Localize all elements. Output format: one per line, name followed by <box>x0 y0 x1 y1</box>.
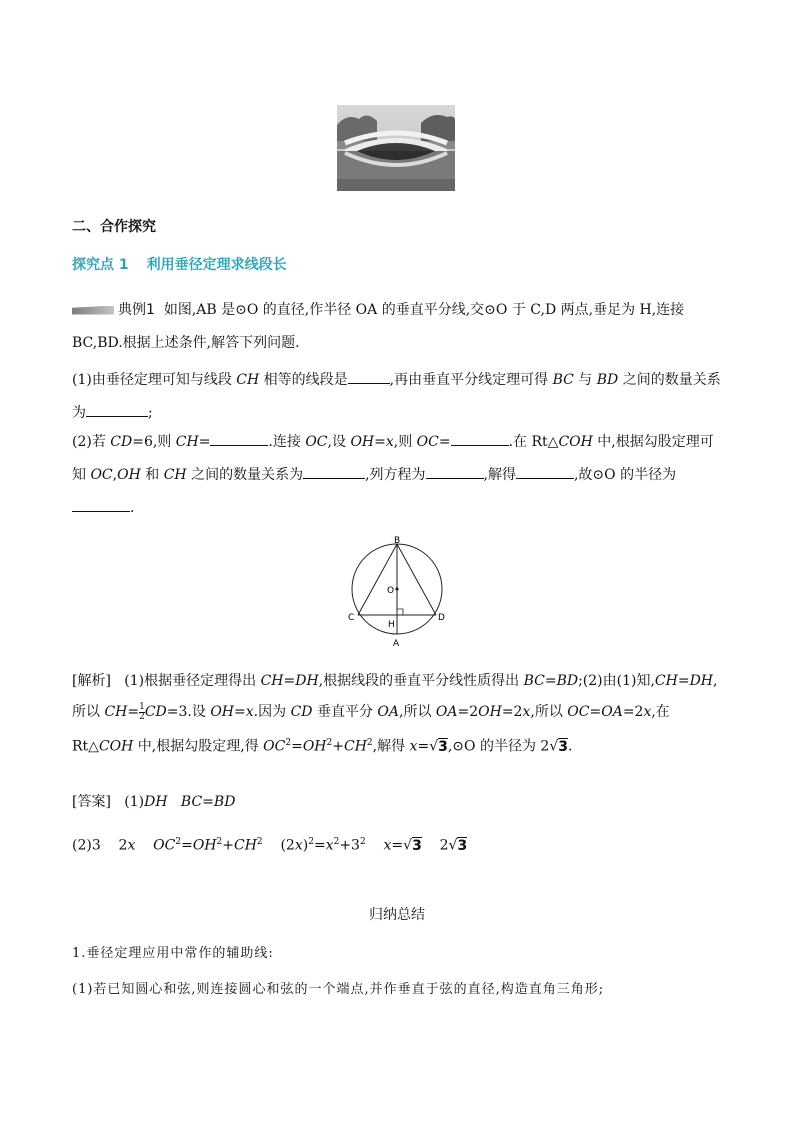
answer-blank[interactable] <box>210 431 268 446</box>
question-1: (1)由垂径定理可知与线段 CH 相等的线段是 ,再由垂直平分线定理可得 BC 与 BD 之间的数量关系为 ; <box>72 364 722 430</box>
example-problem <box>72 294 722 360</box>
circle-geometry-figure <box>345 535 455 650</box>
answer-blank[interactable] <box>303 464 365 479</box>
bridge-photo <box>337 105 455 191</box>
example-text: 如图,AB 是⊙O 的直径,作半径 OA 的垂直平分线,交⊙O 于 C,D 两点,垂足为 H,连接 BC,BD.根据上述条件,解答下列问题. <box>72 302 685 351</box>
answer-blank[interactable] <box>426 464 484 479</box>
label-A: A <box>393 639 400 649</box>
answer-line-2: (2)3 2x $OC^2=OH^2+CH^2$ $(2x)^2=x^2+3^2$ x=√3 2√3 <box>72 837 468 854</box>
example-label: 典例1 <box>118 302 155 318</box>
summary-item-1: 1.垂径定理应用中常作的辅助线: <box>72 946 274 961</box>
answer-blank[interactable] <box>516 464 574 479</box>
label-B: B <box>394 536 401 546</box>
label-O: O <box>387 586 395 596</box>
answer-blank[interactable] <box>451 431 509 446</box>
question-2: (2)若 CD=6,则 CH= .连接 OC,设 OH=x,则 OC= .在 Rt△COH 中,根据勾股定理可知 OC,OH 和 CH 之间的数量关系为 ,列方程为 ,解得 ,故⊙O 的半径为. <box>72 426 722 525</box>
answer-blank[interactable] <box>348 369 390 384</box>
topic-title: 利用垂径定理求线段长 <box>146 257 287 273</box>
answer-blank[interactable] <box>86 402 148 417</box>
label-D: D <box>438 613 445 623</box>
example-tag-icon <box>72 306 114 315</box>
label-C: C <box>348 613 355 623</box>
label-H: H <box>388 620 395 630</box>
answer-line-1: [答案] (1)DH BC=BD <box>72 794 236 810</box>
analysis: [解析] (1)根据垂径定理得出 CH=DH,根据线段的垂直平分线性质得出 BC=BD;(2)由(1)知,CH=DH,所以 CH= $\frac{1}{2}$ CD=3.设 OH=x.因为 CD 垂直平分 OA,所以 OA=2OH=2x,所以 OC=OA=2x,在 Rt△COH 中,根据勾股定理,得 $OC^2=OH^2+CH^2$,解得 x=√3,⊙O 的半径为 2√3. <box>72 673 718 755</box>
section-title: 二、合作探究 <box>72 219 156 235</box>
summary-title: 归纳总结 <box>369 907 425 923</box>
summary-item-2: (1)若已知圆心和弦,则连接圆心和弦的一个端点,并作垂直于弦的直径,构造直角三角形; <box>72 982 605 997</box>
topic-heading <box>72 254 287 274</box>
answer-blank[interactable] <box>72 497 130 512</box>
topic-label: 探究点 1 <box>72 257 129 273</box>
